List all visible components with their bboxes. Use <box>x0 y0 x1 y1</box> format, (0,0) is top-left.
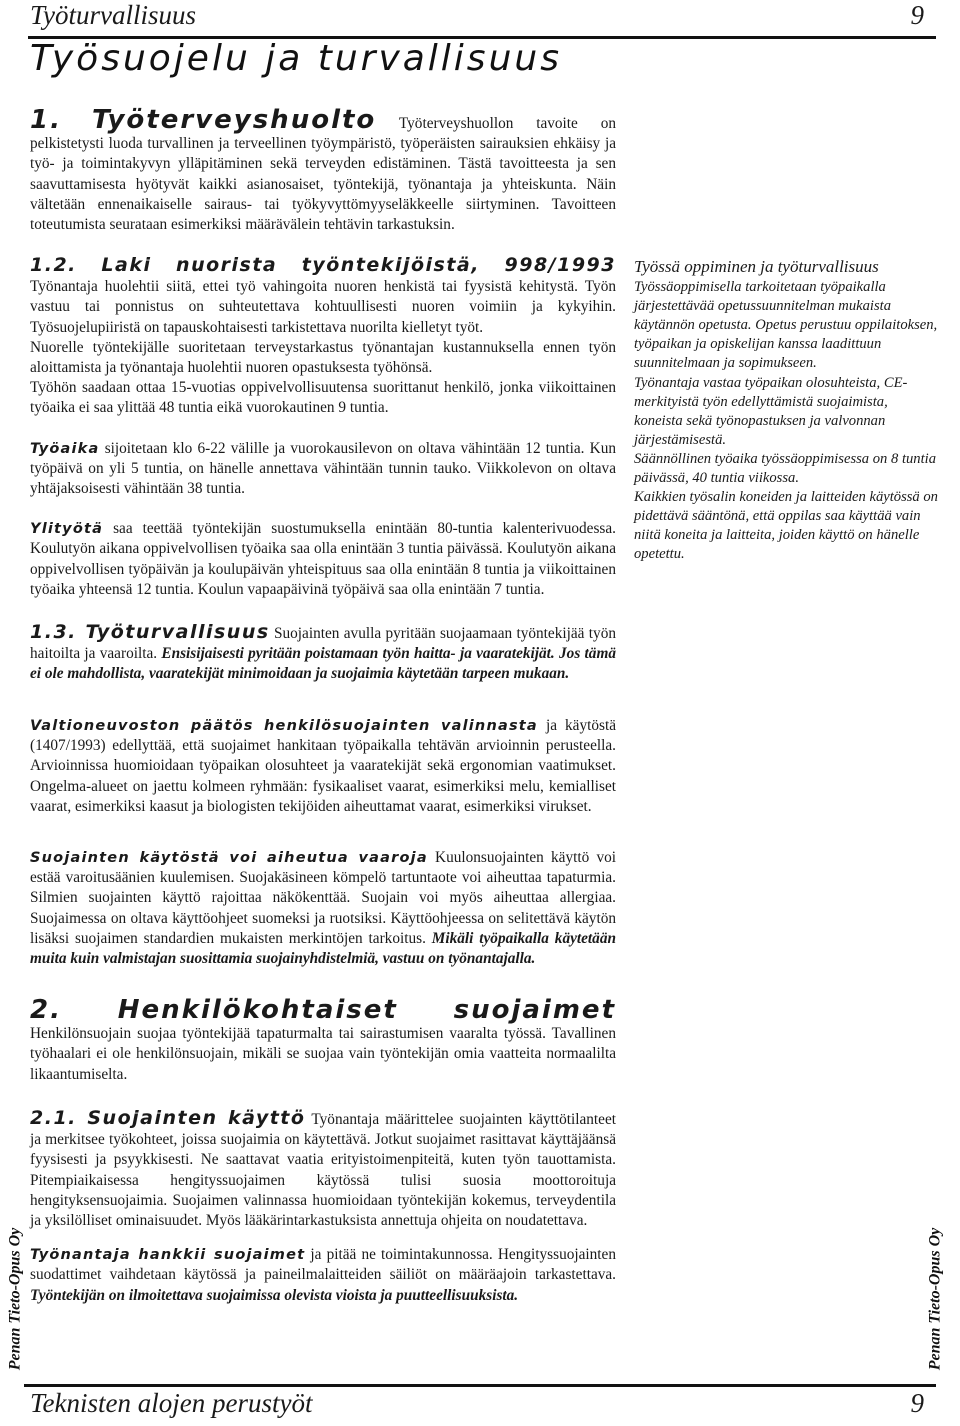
section-valtioneuvoston-paatos <box>30 716 616 817</box>
footer-page-number: 9 <box>910 1388 924 1418</box>
section-text: Nuorelle työntekijälle suoritetaan terveystarkastus työnantajan kustannuksella ennen työn aloittamista ja työnantaja huolehtii nuoren opastuksesta työhönsä. <box>30 338 616 377</box>
running-header-title: Työturvallisuus <box>30 0 197 30</box>
section-heading: Suojainten käytöstä voi aiheutua vaaroja <box>30 850 428 866</box>
subheading-tyoaika: Työaika <box>30 440 100 457</box>
sidebar-note <box>634 257 939 565</box>
section-suojainten-vaarat <box>30 848 616 969</box>
sidebar-paragraph: Työnantaja vastaa työpaikan olosuhteista, CE-merkityistä työn edellyttämistä suojaimista, koneista sekä työnopastuksen ja valvonnan järjestämisestä. <box>634 374 908 448</box>
section-text: Henkilönsuojain suojaa työntekijää tapaturmalta tai sairastumisen vaaralta työssä. Tavallinen työhaalari ei ole henkilönsuojain, mikäli se suojaa vain työntekijän omia vaatteita normaalilta likaantumiselta. <box>30 1025 616 1083</box>
section-text: ja käytöstä (1407/1993) edellyttää, että suojaimet hankitaan työpaikalla tehtävän arvioinnin perusteella. Arvioinnissa huomioidaan työpaikan olosuhteet ja vaaratekijät sekä ergonomian vaatimukset. Ongelma-alueet on jaettu kolmeen ryhmään: fysikaaliset vaarat, esimerkiksi melu, kemialliset vaarat, esimerkiksi kaasut ja biologisten tekijöiden aiheuttamat vaarat, esimerkiksi virukset. <box>30 717 616 815</box>
sidebar-paragraph: Kaikkien työsalin koneiden ja laitteiden käytössä on pidettävä sääntönä, että oppilas saa käyttää vain niitä koneita ja laitteita, joiden käyttö on hänelle opetettu. <box>634 489 938 563</box>
section-text: Kuulonsuojainten käyttö voi estää varoitusäänien kuulemisen. Suojakäsineen kömpelö tartuntaote voi aiheuttaa tapaturmia. Silmien suojainten käyttö rajoittaa näkökenttää. Suojain voi myös aiheuttaa allergiaa. Suojaimessa on oltava käyttöohjeet suomeksi ja ruotsiksi. Käyttöohjeessa on selitettävä käytön lisäksi suojaimen standardien mukaisten merkintöjen tarkoitus. <box>30 849 616 947</box>
subheading-ylityo: Ylityötä <box>30 521 104 538</box>
ylityo-text: saa teettää työntekijän suostumuksella enintään 80-tuntia kalenterivuodessa. Koulutyön aikana oppivelvollisen työaika saa olla enintään 3 tuntia päivässä. Koulutyön aikana oppivelvollisen työpäivän ja koulupäivän yhteispituus saa olla enintään 8 tuntia ja viikoittainen työaika yhteensä 12 tuntia. Koulun vapaapäivinä työpäivä saa olla enintään 7 tuntia. <box>30 520 616 598</box>
sidebar-paragraph: Työssäoppimisella tarkoitetaan työpaikalla järjestettävää opetussuunnitelman mukaista käytännön opetusta. Opetus perustuu oppilaitoksen, työpaikan ja opiskelijan kanssa laadittuun suunnitelmaan ja sopimukseen. <box>634 279 938 372</box>
footer-rule <box>24 1384 936 1387</box>
section-heading: 2. Henkilökohtaiset suojaimet <box>30 995 616 1025</box>
section-text: Työhön saadaan ottaa 15-vuotias oppivelvollisuutensa suorittanut henkilö, jonka viikoittainen työaika ei saa ylittää 48 tuntia eikä vuorokautinen 9 tuntia. <box>30 379 616 417</box>
section-heading: Valtioneuvoston päätös henkilösuojainten valinnasta <box>30 718 538 734</box>
section-emphasis: Ensisijaisesti pyritään poistamaan työn haitta- ja vaaratekijät. Jos tämä ei ole mahdollista, vaaratekijät minimoidaan ja suojaimia käytetään tarpeen mukaan. <box>30 645 617 683</box>
sidebar-title: Työssä oppiminen ja työturvallisuus <box>634 257 879 276</box>
section-suojainten-kaytto <box>30 1108 616 1306</box>
section-emphasis: Mikäli työpaikalla käytetään muita kuin valmistajan suosittamia suojainyhdistelmiä, vastuu on työnantajalla. <box>30 929 616 968</box>
section-text: Työnantaja määrittelee suojainten käyttötilanteet ja merkitsee työkohteet, joissa suojaimia on käytettävä. Jotkut suojaimet rasittavat käyttäjäänsä fyysisesti ja psyykkisesti. Ne saattavat vaatia erityistoimenpiteitä, kuten työn tauottamista. Pitempiaikaisessa hengityssuojaimen käytössä tulisi suosia moottoroituja hengityksensuojaimia. Suojaimen valinnassa huomioidaan työntekijän kokemus, terveydentila ja yksilölliset ominaisuudet. Myös lääkärintarkastuksista annettuja ohjeita on noudatettava. <box>30 1111 616 1230</box>
subheading-hankkii: Työnantaja hankkii suojaimet <box>30 1247 306 1264</box>
section-tyoturvallisuus <box>30 622 616 685</box>
section-henkilokohtaiset-suojaimet <box>30 995 616 1085</box>
section-tyoterveyshuolto <box>30 105 616 235</box>
footer-title: Teknisten alojen perustyöt <box>30 1388 313 1418</box>
vertical-publisher-right: Penan Tieto-Opus Oy <box>926 1227 944 1371</box>
page-title: Työsuojelu ja turvallisuus <box>30 38 562 79</box>
section-heading: 2.1. Suojainten käyttö <box>30 1107 306 1129</box>
vertical-publisher-left: Penan Tieto-Opus Oy <box>6 1227 24 1371</box>
section-heading: 1. Työterveyshuolto <box>30 105 377 135</box>
hankkii-text: ja pitää ne toimintakunnossa. Hengityssuojainten suodattimet vaihdetaan käytössä ja paineilmalaitteiden säiliöt on määräajoin tarkastettava. <box>30 1246 616 1284</box>
section-text: Työnantaja huolehtii siitä, ettei työ vahingoita nuoren henkistä tai fyysistä kehitystä. Työn vastuu tai ponnistus on suhteutettava kohtuullisesti nuoren voimiin ja kykyihin. Työsuojelupiiristä on tapauskohtaisesti tarkistettava nuorilta kielletyt työt. <box>30 278 616 336</box>
sidebar-paragraph: Säännöllinen työaika työssäoppimisessa on 8 tuntia päivässä, 40 tuntia viikossa. <box>634 450 936 487</box>
hankkii-emphasis: Työntekijän on ilmoitettava suojaimissa olevista vioista ja puutteellisuuksista. <box>30 1286 519 1304</box>
section-text: Työterveyshuollon tavoite on pelkistetysti luoda turvallinen ja terveellinen työympäristö, työperäisten sairauksien ehkäisy ja työ- ja toimintakyvyn ylläpitäminen sekä terveyden edistäminen. Tästä tavoitteesta ja sen saavuttamisesta hyötyvät kaikki asianosaiset, työntekijä, työnantaja ja yhteiskunta. Näin vältetään ennenaikaiselle sairaus- tai työkyvyttömyyseläkkeelle siirtyminen. Tavoitteen toteutumista seurataan esimerkiksi määrävälein tehtävin tarkastuksin. <box>30 115 616 234</box>
section-text: Suojainten avulla pyritään suojaamaan työntekijää työn haitoilta ja vaaroilta. <box>30 625 616 663</box>
running-header-page-number: 9 <box>910 0 924 30</box>
section-nuoret-tyontekijat <box>30 255 616 600</box>
section-heading: 1.3. Työturvallisuus <box>30 621 270 643</box>
tyoaika-text: sijoitetaan klo 6-22 välille ja vuorokausilevon on oltava vähintään 12 tuntia. Kun työpäivä on yli 5 tuntia, on hänelle annettava vähintään tunnin tauko. Viikkolevon on oltava yhtäjaksoisesti vähintään 38 tuntia. <box>30 439 616 498</box>
section-heading: 1.2. Laki nuorista työntekijöistä, 998/1993 <box>30 254 616 276</box>
